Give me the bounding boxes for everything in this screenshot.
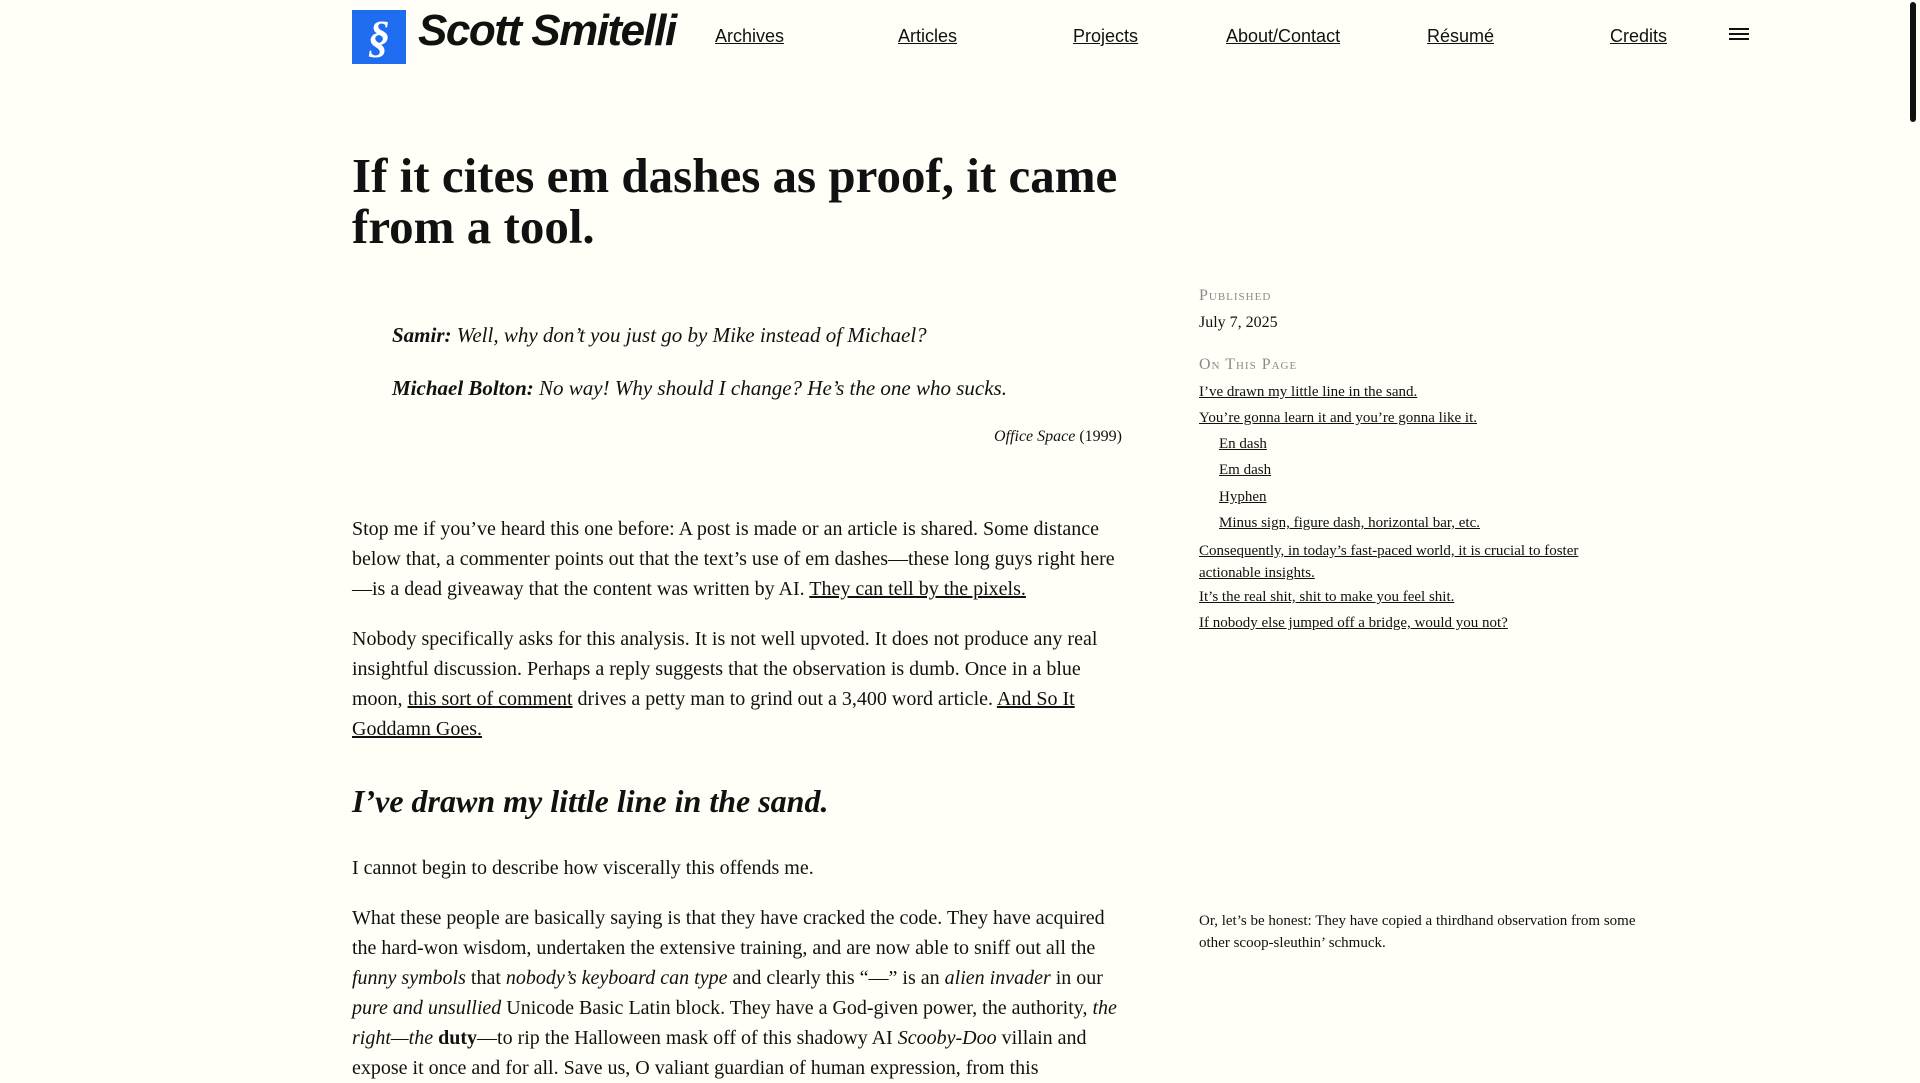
p4-text-2: that — [465, 967, 506, 989]
article-title: If it cites em dashes as proof, it came from a tool. — [352, 148, 1118, 254]
p4-italic-3: alien invader — [944, 967, 1051, 989]
paragraph-3: I cannot begin to describe how viscerally this offends me. — [352, 857, 814, 879]
toc-item-bridge[interactable]: If nobody else jumped off a bridge, would you not? — [1199, 615, 1508, 631]
comment-link[interactable]: this sort of comment — [407, 688, 573, 710]
p4-text-3: and clearly this “—” is an — [727, 967, 945, 989]
section-heading: I’ve drawn my little line in the sand. — [352, 783, 829, 819]
quote-speaker-2: Michael Bolton: — [392, 376, 534, 400]
published-date: July 7, 2025 — [1199, 314, 1278, 331]
nav-archives[interactable]: Archives — [715, 26, 785, 46]
nav-about-contact[interactable]: About/Contact — [1226, 26, 1341, 46]
cite-year: (1999) — [1075, 428, 1122, 445]
p4-italic-6: Scooby-Doo — [897, 1027, 997, 1049]
toc-label: On This Page — [1199, 356, 1298, 373]
quote-line-1 — [392, 323, 1122, 348]
toc-item-hyphen[interactable]: Hyphen — [1219, 489, 1267, 505]
quote-speaker-1: Samir: — [392, 323, 452, 347]
p4-italic-5: the right—the — [352, 997, 1117, 1049]
p4-text-7: villain and expose it once and for all. Save us, O valiant guardian of human expression, from this — [352, 1027, 1087, 1079]
site-logo[interactable]: § — [352, 10, 406, 64]
p4-text-4: in our — [1050, 967, 1103, 989]
p4-italic-4: pure and unsullied — [352, 997, 502, 1019]
scrollbar-thumb[interactable] — [1910, 2, 1916, 122]
scrollbar[interactable] — [1906, 0, 1920, 1080]
published-label: Published — [1199, 287, 1272, 304]
paragraph-1 — [352, 514, 1127, 604]
paragraph-2-text-b: drives a petty man to grind out a 3,400 word article. — [572, 688, 997, 710]
toc-item-consequently[interactable]: Consequently, in today’s fast-paced world, it is crucial to foster actionable insights. — [1199, 543, 1579, 581]
paragraph-2 — [352, 624, 1127, 744]
site-name[interactable]: Scott Smitelli — [418, 6, 676, 55]
toc-item-minus-sign[interactable]: Minus sign, figure dash, horizontal bar, etc. — [1219, 515, 1481, 531]
quote-text-1: Well, why don’t you just go by Mike instead of Michael? — [451, 323, 927, 347]
p4-italic-1: funny symbols — [352, 967, 466, 989]
p4-bold-duty: duty — [438, 1027, 478, 1049]
nav-projects[interactable]: Projects — [1073, 26, 1139, 46]
toc-item-en-dash[interactable]: En dash — [1219, 436, 1267, 452]
paragraph-2-text-a: Nobody specifically asks for this analysis. It is not well upvoted. It does not produce any real insightful discussion. Perhaps a reply suggests that the observation is dumb. Once in a blue moon, — [352, 628, 1098, 710]
toc-item-learn-it[interactable]: You’re gonna learn it and you’re gonna like it. — [1199, 410, 1477, 426]
and-so-it-goes-link[interactable]: And So It Goddamn Goes. — [352, 688, 1075, 740]
pixels-link[interactable]: They can tell by the pixels. — [809, 578, 1026, 600]
paragraph-4 — [352, 903, 1127, 1083]
quote-text-2: No way! Why should I change? He’s the one who sucks. — [533, 376, 1007, 400]
toc-item-real-shit[interactable]: It’s the real shit, shit to make you feel shit. — [1199, 589, 1455, 605]
quote-line-2 — [392, 376, 1122, 401]
p4-italic-2: nobody’s keyboard can type — [505, 967, 728, 989]
p4-text-5: Unicode Basic Latin block. They have a God-given power, the authority, — [501, 997, 1093, 1019]
p4-text-6: —to rip the Halloween mask off of this shadowy AI — [477, 1027, 898, 1049]
nav-credits[interactable]: Credits — [1610, 26, 1668, 46]
quote-citation — [994, 428, 1122, 446]
cite-title: Office Space — [994, 428, 1076, 445]
toc-item-em-dash[interactable]: Em dash — [1219, 462, 1272, 478]
toc-item-line-in-sand[interactable]: I’ve drawn my little line in the sand. — [1199, 384, 1418, 400]
paragraph-1-text: Stop me if you’ve heard this one before: A post is made or an article is shared. Some distance below that, a commenter points out that the text’s use of em dashes—these long guys right here—is a dead giveaway that the content was written by AI. — [352, 518, 1115, 600]
nav-articles[interactable]: Articles — [898, 26, 958, 46]
sidenote: Or, let’s be honest: They have copied a thirdhand observation from some other scoop-sleuthin’ schmuck. — [1199, 913, 1636, 951]
p4-text-1: What these people are basically saying is that they have cracked the code. They have acquired the hard-won wisdom, undertaken the extensive training, and are now able to sniff out all the — [352, 907, 1105, 959]
nav-resume[interactable]: Résumé — [1427, 26, 1495, 46]
hamburger-menu-icon[interactable] — [1729, 28, 1749, 42]
